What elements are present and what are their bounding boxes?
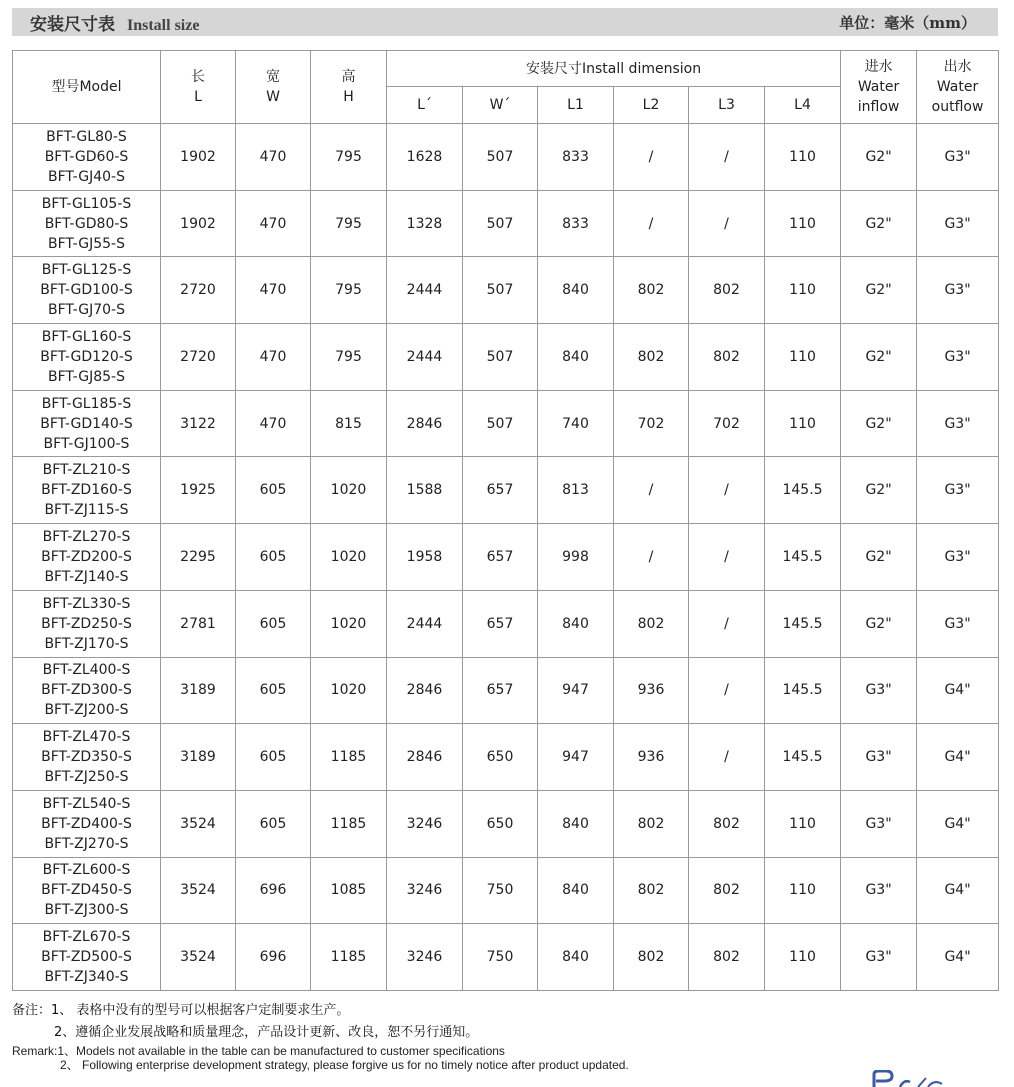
width-cell: 470 [236,124,311,191]
model-name: BFT-ZL670-S [42,929,131,946]
title-bar [12,8,998,36]
model-name: BFT-ZJ270-S [44,835,129,852]
length-cell: 1902 [161,124,236,191]
model-name: BFT-ZD500-S [41,949,132,966]
header-l-prime: L´ [387,87,463,124]
model-cell [13,390,161,457]
w-prime-cell: 750 [463,857,538,924]
l2-cell: / [614,457,689,524]
l-prime-cell: 3246 [387,857,463,924]
water-outflow-cell: G4" [917,857,999,924]
l1-cell: 840 [538,324,614,391]
remark-cn-2: 2、遵循企业发展战略和质量理念，产品设计更新、改良，恕不另行通知。 [54,1025,479,1040]
model-name: BFT-ZD300-S [41,682,132,699]
height-cell: 1020 [311,657,387,724]
l-prime-cell: 3246 [387,790,463,857]
model-cell [13,590,161,657]
width-cell: 696 [236,857,311,924]
width-cell: 605 [236,724,311,791]
corner-logo-graphic [870,1070,960,1087]
header-water-outflow [917,51,999,124]
l-prime-cell: 2444 [387,590,463,657]
table-row [13,790,999,857]
l1-cell: 833 [538,124,614,191]
l-prime-cell: 3246 [387,924,463,991]
height-cell: 1085 [311,857,387,924]
width-cell: 696 [236,924,311,991]
header-l4: L4 [765,87,841,124]
l2-cell: / [614,190,689,257]
l3-cell: / [689,524,765,591]
width-cell: 605 [236,457,311,524]
model-name: BFT-GL160-S [41,328,132,345]
l-prime-cell: 1588 [387,457,463,524]
model-cell [13,190,161,257]
model-name: BFT-ZJ170-S [44,635,129,652]
length-cell: 1925 [161,457,236,524]
model-cell [13,324,161,391]
l3-cell: / [689,724,765,791]
l2-cell: 802 [614,257,689,324]
model-cell [13,457,161,524]
l4-cell: 110 [765,857,841,924]
l4-cell: 145.5 [765,457,841,524]
header-install-dimension: 安装尺寸Install dimension [387,51,841,87]
model-name: BFT-GJ100-S [43,435,130,452]
w-prime-cell: 657 [463,657,538,724]
model-name: BFT-GJ70-S [48,302,125,319]
model-name: BFT-ZD350-S [41,749,132,766]
l3-cell: / [689,190,765,257]
header-length-cn: 长 [191,69,205,85]
table-header [13,51,999,124]
l4-cell: 110 [765,190,841,257]
logo-stroke-tail [928,1082,942,1087]
logo-stroke-curve [900,1081,910,1087]
l1-cell: 813 [538,457,614,524]
w-prime-cell: 507 [463,190,538,257]
w-prime-cell: 657 [463,524,538,591]
model-name: BFT-ZD200-S [41,548,132,565]
water-inflow-cell: G3" [841,857,917,924]
l1-cell: 840 [538,257,614,324]
water-inflow-cell: G3" [841,724,917,791]
length-cell: 2720 [161,324,236,391]
water-outflow-cell: G3" [917,190,999,257]
width-cell: 605 [236,590,311,657]
l-prime-cell: 1328 [387,190,463,257]
model-name: BFT-ZL270-S [42,528,131,545]
model-name: BFT-GD100-S [40,282,133,299]
header-length [161,51,236,124]
table-row [13,857,999,924]
l1-cell: 840 [538,790,614,857]
l4-cell: 145.5 [765,724,841,791]
table-row [13,724,999,791]
water-outflow-cell: G4" [917,724,999,791]
table-row [13,457,999,524]
model-name: BFT-ZJ140-S [44,568,129,585]
l1-cell: 840 [538,590,614,657]
w-prime-cell: 650 [463,724,538,791]
water-outflow-cell: G3" [917,257,999,324]
height-cell: 795 [311,324,387,391]
length-cell: 2295 [161,524,236,591]
header-outflow-en2: outflow [931,99,984,115]
header-l2: L2 [614,87,689,124]
l2-cell: 802 [614,324,689,391]
model-name: BFT-GL80-S [46,128,127,145]
model-name: BFT-GJ85-S [48,368,125,385]
water-inflow-cell: G2" [841,124,917,191]
model-cell [13,257,161,324]
title-group [30,10,199,35]
model-cell [13,124,161,191]
length-cell: 3122 [161,390,236,457]
install-size-table [12,50,999,991]
water-outflow-cell: G3" [917,524,999,591]
table-row [13,324,999,391]
header-inflow-en1: Water [857,79,900,95]
w-prime-cell: 657 [463,590,538,657]
l3-cell: 802 [689,324,765,391]
w-prime-cell: 507 [463,257,538,324]
header-length-en: L [194,89,202,105]
table-row [13,257,999,324]
l4-cell: 110 [765,390,841,457]
l1-cell: 947 [538,724,614,791]
height-cell: 1185 [311,790,387,857]
header-height [311,51,387,124]
model-name: BFT-GJ40-S [48,168,125,185]
water-outflow-cell: G3" [917,390,999,457]
length-cell: 3524 [161,857,236,924]
length-cell: 2781 [161,590,236,657]
w-prime-cell: 507 [463,124,538,191]
water-inflow-cell: G2" [841,457,917,524]
logo-stroke-p [874,1071,892,1087]
header-width-en: W [266,89,280,105]
water-outflow-cell: G4" [917,924,999,991]
height-cell: 1020 [311,457,387,524]
l1-cell: 840 [538,924,614,991]
l3-cell: 802 [689,924,765,991]
l1-cell: 740 [538,390,614,457]
water-inflow-cell: G2" [841,590,917,657]
l-prime-cell: 2444 [387,257,463,324]
l1-cell: 840 [538,857,614,924]
model-name: BFT-ZD250-S [41,615,132,632]
l4-cell: 145.5 [765,590,841,657]
page-title-en: Install size [127,16,200,34]
model-name: BFT-GD80-S [44,215,129,232]
water-inflow-cell: G2" [841,390,917,457]
model-name: BFT-ZD450-S [41,882,132,899]
table-row [13,657,999,724]
water-inflow-cell: G3" [841,790,917,857]
header-height-en: H [343,89,354,105]
table-row [13,924,999,991]
l3-cell: / [689,657,765,724]
length-cell: 3189 [161,724,236,791]
model-cell [13,657,161,724]
header-l3: L3 [689,87,765,124]
table-row [13,124,999,191]
w-prime-cell: 750 [463,924,538,991]
corner-logo-fragment [870,1070,960,1087]
model-name: BFT-GD60-S [44,148,129,165]
water-inflow-cell: G2" [841,524,917,591]
length-cell: 1902 [161,190,236,257]
water-outflow-cell: G4" [917,790,999,857]
water-outflow-cell: G3" [917,457,999,524]
model-name: BFT-ZJ340-S [44,969,129,986]
height-cell: 1185 [311,724,387,791]
height-cell: 815 [311,390,387,457]
l-prime-cell: 1628 [387,124,463,191]
height-cell: 795 [311,190,387,257]
model-name: BFT-GD120-S [40,348,133,365]
l-prime-cell: 2846 [387,390,463,457]
width-cell: 470 [236,190,311,257]
l4-cell: 110 [765,257,841,324]
water-inflow-cell: G2" [841,257,917,324]
height-cell: 795 [311,124,387,191]
l2-cell: / [614,124,689,191]
l4-cell: 145.5 [765,524,841,591]
l3-cell: / [689,124,765,191]
length-cell: 2720 [161,257,236,324]
model-cell [13,857,161,924]
l2-cell: / [614,524,689,591]
unit-label: 单位：毫米（mm） [839,13,976,32]
model-name: BFT-ZD160-S [41,482,132,499]
water-outflow-cell: G3" [917,324,999,391]
header-l1: L1 [538,87,614,124]
table-row [13,524,999,591]
width-cell: 605 [236,657,311,724]
l4-cell: 110 [765,790,841,857]
model-cell [13,524,161,591]
model-name: BFT-ZJ300-S [44,902,129,919]
model-name: BFT-ZL540-S [42,795,131,812]
l-prime-cell: 2846 [387,657,463,724]
w-prime-cell: 507 [463,324,538,391]
l3-cell: 802 [689,790,765,857]
l2-cell: 802 [614,790,689,857]
model-name: BFT-GL125-S [41,262,132,279]
width-cell: 470 [236,390,311,457]
water-inflow-cell: G3" [841,924,917,991]
model-name: BFT-ZD400-S [41,815,132,832]
logo-stroke-slash [918,1078,926,1087]
page-title-cn: 安装尺寸表 [30,14,115,35]
table-row [13,190,999,257]
l4-cell: 110 [765,324,841,391]
width-cell: 605 [236,524,311,591]
height-cell: 1020 [311,524,387,591]
height-cell: 1020 [311,590,387,657]
remarks-section [12,1000,1002,1072]
l4-cell: 145.5 [765,657,841,724]
l3-cell: 802 [689,857,765,924]
header-outflow-en1: Water [936,79,979,95]
model-cell [13,790,161,857]
header-outflow-cn: 出水 [943,59,972,75]
l2-cell: 936 [614,657,689,724]
l3-cell: / [689,457,765,524]
l4-cell: 110 [765,124,841,191]
model-name: BFT-ZJ115-S [44,502,129,519]
l1-cell: 833 [538,190,614,257]
header-width-cn: 宽 [266,69,280,85]
width-cell: 470 [236,324,311,391]
model-cell [13,924,161,991]
model-name: BFT-GL185-S [41,395,132,412]
l4-cell: 110 [765,924,841,991]
header-width [236,51,311,124]
height-cell: 795 [311,257,387,324]
header-model: 型号Model [13,51,161,124]
l-prime-cell: 1958 [387,524,463,591]
width-cell: 605 [236,790,311,857]
remark-cn-1: 备注：1、 表格中没有的型号可以根据客户定制要求生产。 [12,1003,350,1018]
remark-en-2: 2、 Following enterprise development strategy, please forgive us for no timely notice after product updated. [60,1058,629,1072]
l-prime-cell: 2444 [387,324,463,391]
l2-cell: 702 [614,390,689,457]
water-outflow-cell: G4" [917,657,999,724]
model-name: BFT-ZL600-S [42,862,131,879]
header-inflow-cn: 进水 [864,59,893,75]
water-inflow-cell: G2" [841,324,917,391]
length-cell: 3524 [161,924,236,991]
w-prime-cell: 657 [463,457,538,524]
l3-cell: 802 [689,257,765,324]
model-name: BFT-ZL210-S [42,462,131,479]
header-height-cn: 高 [341,69,356,85]
length-cell: 3524 [161,790,236,857]
model-name: BFT-ZL330-S [42,595,131,612]
water-inflow-cell: G3" [841,657,917,724]
water-inflow-cell: G2" [841,190,917,257]
water-outflow-cell: G3" [917,124,999,191]
l-prime-cell: 2846 [387,724,463,791]
model-name: BFT-GJ55-S [48,235,125,252]
header-inflow-en2: inflow [857,99,900,115]
l1-cell: 998 [538,524,614,591]
model-name: BFT-GL105-S [41,195,132,212]
w-prime-cell: 650 [463,790,538,857]
l2-cell: 936 [614,724,689,791]
model-name: BFT-GD140-S [40,415,133,432]
model-name: BFT-ZL470-S [42,729,131,746]
model-name: BFT-ZJ200-S [44,702,129,719]
l3-cell: / [689,590,765,657]
w-prime-cell: 507 [463,390,538,457]
height-cell: 1185 [311,924,387,991]
header-w-prime: W´ [463,87,538,124]
l2-cell: 802 [614,857,689,924]
header-water-inflow [841,51,917,124]
l1-cell: 947 [538,657,614,724]
water-outflow-cell: G3" [917,590,999,657]
model-name: BFT-ZL400-S [42,662,131,679]
length-cell: 3189 [161,657,236,724]
width-cell: 470 [236,257,311,324]
table-body [13,124,999,991]
table-row [13,590,999,657]
l3-cell: 702 [689,390,765,457]
remark-en-1: Remark:1、Models not available in the table can be manufactured to customer specifications [12,1044,505,1058]
model-cell [13,724,161,791]
table-row [13,390,999,457]
l2-cell: 802 [614,924,689,991]
l2-cell: 802 [614,590,689,657]
model-name: BFT-ZJ250-S [44,769,129,786]
